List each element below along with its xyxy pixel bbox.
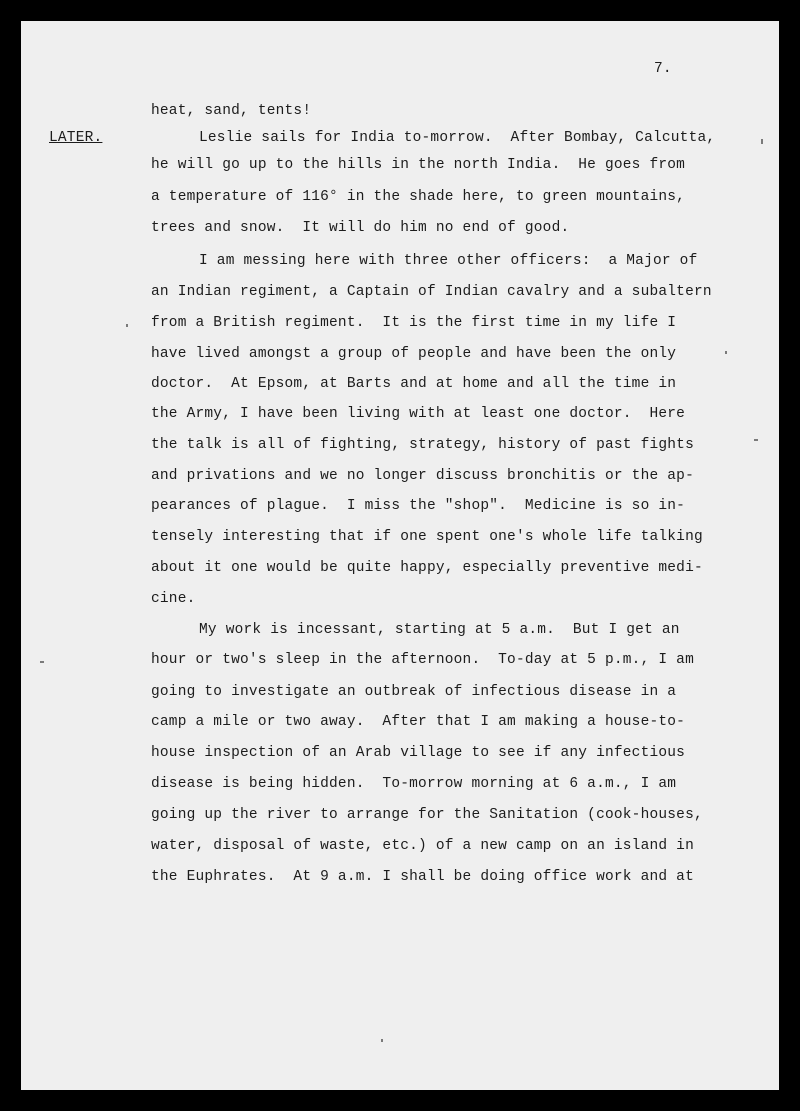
text-line: heat, sand, tents! bbox=[151, 103, 312, 119]
text-line: Leslie sails for India to-morrow. After Bombay, Calcutta, bbox=[199, 130, 716, 146]
scan-speck bbox=[381, 1039, 383, 1042]
scan-speck bbox=[40, 661, 44, 663]
page-number: 7. bbox=[654, 61, 672, 77]
scan-speck bbox=[725, 351, 727, 354]
text-line: doctor. At Epsom, at Barts and at home and all the time in bbox=[151, 376, 677, 392]
typewritten-page bbox=[21, 21, 779, 1090]
scan-speck bbox=[754, 439, 758, 441]
text-line: a temperature of 116° in the shade here, to green mountains, bbox=[151, 189, 686, 205]
text-line: about it one would be quite happy, especially preventive medi- bbox=[151, 560, 703, 576]
margin-note-later: LATER. bbox=[49, 130, 103, 146]
text-line: he will go up to the hills in the north India. He goes from bbox=[151, 157, 686, 173]
text-line: pearances of plague. I miss the "shop". Medicine is so in- bbox=[151, 498, 686, 514]
text-line: I am messing here with three other officers: a Major of bbox=[199, 253, 698, 269]
text-line: the Army, I have been living with at least one doctor. Here bbox=[151, 406, 686, 422]
text-line: an Indian regiment, a Captain of Indian cavalry and a subaltern bbox=[151, 284, 712, 300]
text-line: trees and snow. It will do him no end of good. bbox=[151, 220, 570, 236]
text-line: hour or two's sleep in the afternoon. To-day at 5 p.m., I am bbox=[151, 652, 694, 668]
scan-speck bbox=[761, 139, 763, 144]
text-line: tensely interesting that if one spent one's whole life talking bbox=[151, 529, 703, 545]
text-line: going to investigate an outbreak of infectious disease in a bbox=[151, 684, 677, 700]
text-line: the talk is all of fighting, strategy, history of past fights bbox=[151, 437, 694, 453]
text-line: cine. bbox=[151, 591, 196, 607]
text-line: house inspection of an Arab village to see if any infectious bbox=[151, 745, 686, 761]
text-line: from a British regiment. It is the first time in my life I bbox=[151, 315, 677, 331]
text-line: going up the river to arrange for the Sanitation (cook-houses, bbox=[151, 807, 703, 823]
text-line: disease is being hidden. To-morrow morning at 6 a.m., I am bbox=[151, 776, 677, 792]
text-line: camp a mile or two away. After that I am making a house-to- bbox=[151, 714, 686, 730]
text-line: water, disposal of waste, etc.) of a new camp on an island in bbox=[151, 838, 694, 854]
text-line: and privations and we no longer discuss bronchitis or the ap- bbox=[151, 468, 694, 484]
scan-speck bbox=[126, 324, 128, 327]
text-line: have lived amongst a group of people and have been the only bbox=[151, 346, 677, 362]
text-line: the Euphrates. At 9 a.m. I shall be doing office work and at bbox=[151, 869, 694, 885]
text-line: My work is incessant, starting at 5 a.m. But I get an bbox=[199, 622, 680, 638]
